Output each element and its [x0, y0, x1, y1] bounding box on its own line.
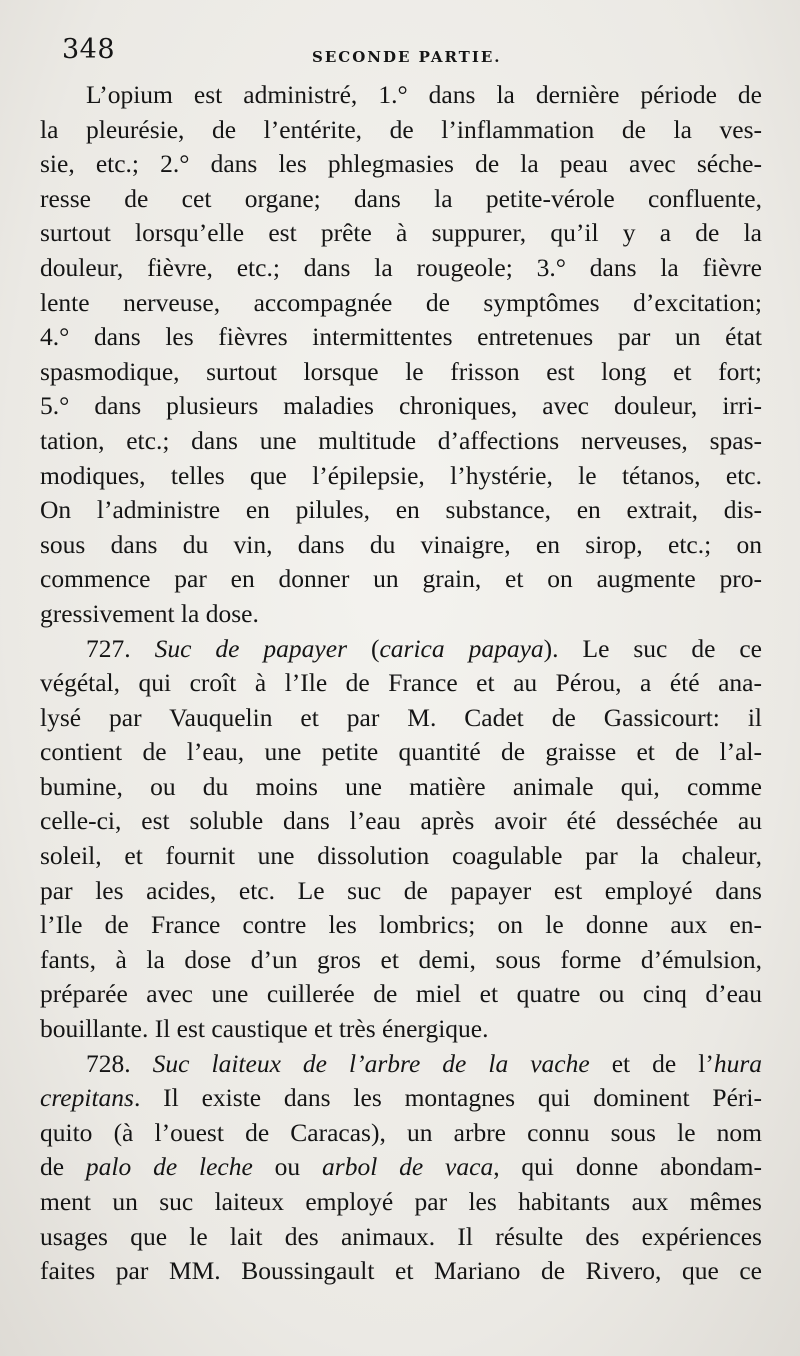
text-line: lysé par Vauquelin et par M. Cadet de Gassicourt: il — [40, 702, 762, 732]
text-line: celle-ci, est soluble dans l’eau après avoir été desséchée au — [40, 806, 762, 836]
text-line: faites par MM. Boussingault et Mariano de Rivero, que ce — [40, 1256, 762, 1286]
text-line: commence par en donner un grain, et on augmente pro- — [40, 564, 762, 594]
text-line: bouillante. Il est caustique et très énergique. — [40, 1014, 489, 1044]
text-line: 728. Suc laiteux de l’arbre de la vache et de l’hura — [86, 1048, 762, 1078]
text-line: contient de l’eau, une petite quantité de graisse et de l’al- — [40, 737, 762, 767]
text-line: tation, etc.; dans une multitude d’affections nerveuses, spas- — [40, 425, 762, 455]
text-line: soleil, et fournit une dissolution coagulable par la chaleur, — [40, 841, 762, 871]
page-number: 348 — [62, 34, 116, 65]
text-line: crepitans. Il existe dans les montagnes qui dominent Péri- — [40, 1083, 762, 1113]
text-line: surtout lorsqu’elle est prête à suppurer, qu’il y a de la — [40, 218, 762, 248]
text-line: usages que le lait des animaux. Il résulte des expériences — [40, 1221, 762, 1251]
text-line: gressivement la dose. — [40, 598, 259, 628]
text-line: fants, à la dose d’un gros et demi, sous forme d’émulsion, — [40, 944, 762, 974]
running-head: SECONDE PARTIE. — [312, 48, 502, 66]
text-line: 4.° dans les fièvres intermittentes entretenues par un état — [40, 322, 762, 352]
body-text — [40, 78, 762, 1289]
text-line: resse de cet organe; dans la petite-vérole confluente, — [40, 183, 762, 213]
text-line: 727. Suc de papayer (carica papaya). Le suc de ce — [86, 633, 762, 663]
text-line: douleur, fièvre, etc.; dans la rougeole; 3.° dans la fièvre — [40, 252, 762, 282]
text-line: 5.° dans plusieurs maladies chroniques, avec douleur, irri- — [40, 391, 762, 421]
page-header — [62, 34, 762, 70]
text-line: par les acides, etc. Le suc de papayer est employé dans — [40, 875, 762, 905]
text-line: L’opium est administré, 1.° dans la dernière période de — [86, 80, 762, 109]
text-line: sie, etc.; 2.° dans les phlegmasies de la peau avec séche- — [40, 149, 762, 179]
text-line: de palo de leche ou arbol de vaca, qui donne abondam- — [40, 1152, 762, 1182]
text-line: On l’administre en pilules, en substance, en extrait, dis- — [40, 495, 762, 525]
text-line: végétal, qui croît à l’Ile de France et au Pérou, a été ana- — [40, 668, 762, 698]
text-line: bumine, ou du moins une matière animale qui, comme — [40, 771, 762, 801]
text-line: préparée avec une cuillerée de miel et quatre ou cinq d’eau — [40, 979, 762, 1009]
text-line: lente nerveuse, accompagnée de symptômes d’excitation; — [40, 287, 762, 317]
text-line: l’Ile de France contre les lombrics; on le donne aux en- — [40, 910, 762, 940]
text-line: spasmodique, surtout lorsque le frisson est long et fort; — [40, 356, 762, 386]
text-line: ment un suc laiteux employé par les habitants aux mêmes — [40, 1187, 762, 1216]
text-line: la pleurésie, de l’entérite, de l’inflammation de la ves- — [40, 114, 762, 144]
text-line: modiques, telles que l’épilepsie, l’hystérie, le tétanos, etc. — [40, 460, 762, 490]
text-line: sous dans du vin, dans du vinaigre, en sirop, etc.; on — [40, 529, 762, 559]
text-line: quito (à l’ouest de Caracas), un arbre connu sous le nom — [40, 1117, 762, 1147]
